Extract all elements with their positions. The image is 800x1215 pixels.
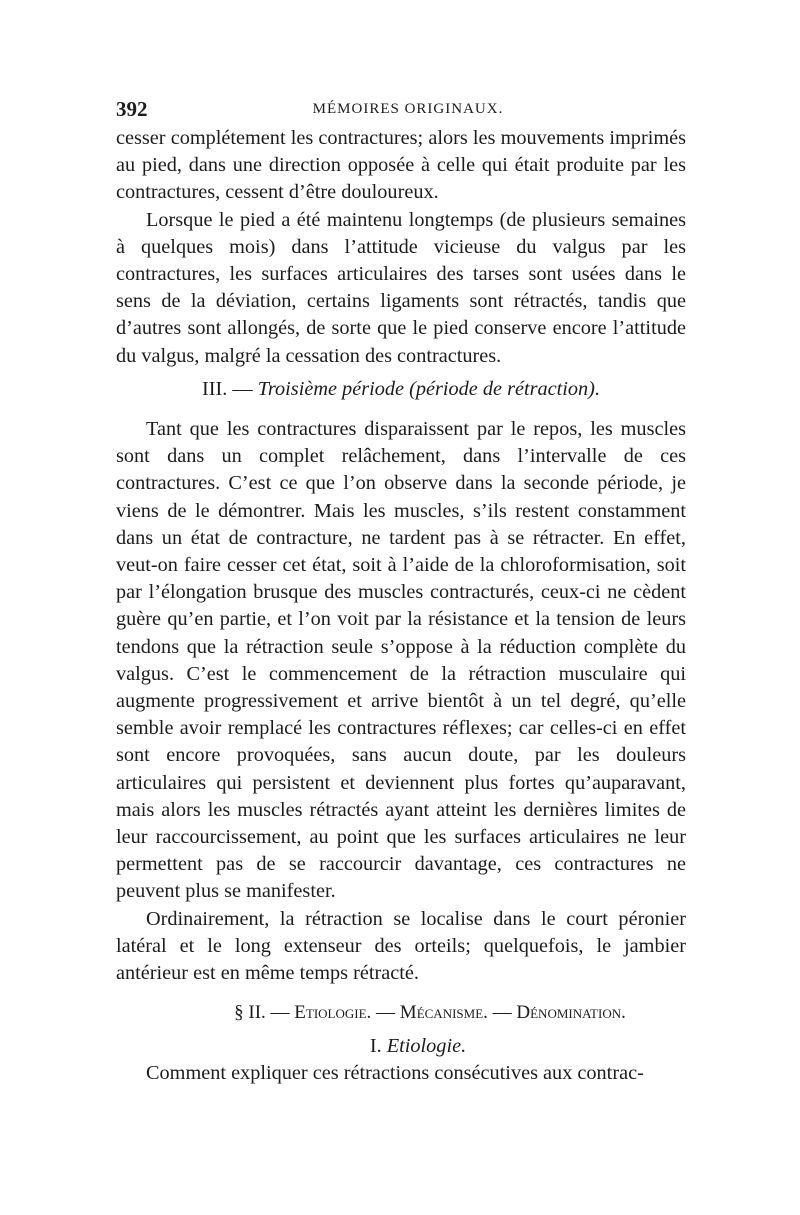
section-number: III. —	[201, 377, 253, 400]
subsection-title: Etiologie.	[386, 1034, 467, 1057]
running-title: MÉMOIRES ORIGINAUX.	[312, 101, 504, 117]
body-text	[116, 125, 686, 1087]
paragraph: cesser complétement les contractures; alors les mouvements imprimés au pied, dans une direction opposée à celle qui était produite par les contractures, cessent d’être douloureux.	[116, 127, 686, 204]
paragraph: Comment expliquer ces rétractions consécutives aux contrac-	[146, 1061, 644, 1084]
chapter-section-heading: § II. — Etiologie. — Mécanisme. — Dénomination.	[234, 1002, 626, 1024]
subsection-number: I.	[369, 1034, 382, 1057]
paragraph: Tant que les contractures disparaissent par le repos, les muscles sont dans un complet relâchement, dans l’intervalle de ces contractures. C’est ce que l’on observe dans la seconde période, je viens de le démontrer. Mais les muscles, s’ils restent constamment dans un état de contracture, ne tardent pas à se rétracter. En effet, veut-on faire cesser cet état, soit à l’aide de la chloroformisation, soit par l’élongation brusque des muscles contracturés, ceux-ci ne cèdent guère qu’en partie, et l’on voit par la résistance et la tension de leurs tendons que la rétraction seule s’oppose à la réduction complète du valgus. C’est le commencement de la rétraction musculaire qui augmente progressivement et arrive bientôt à un tel degré, qu’elle semble avoir remplacé les contractures réflexes; car celles-ci en effet sont encore provoquées, sans aucun doute, par les douleurs articulaires qui persistent et deviennent plus fortes qu’auparavant, mais alors les muscles rétractés ayant atteint les dernières limites de leur raccourcissement, au point que les surfaces articulaires ne leur permettent pas de se raccourcir davantage, ces contractures ne peuvent plus se manifester.	[116, 418, 686, 903]
page-number: 392	[116, 97, 148, 121]
paragraph: Lorsque le pied a été maintenu longtemps (de plusieurs semaines à quelques mois) dans l’attitude vicieuse du valgus par les contractures, les surfaces articulaires des tarses sont usées dans le sens de la déviation, certains ligaments sont rétractés, tandis que d’autres sont allongés, de sorte que le pied conserve encore l’attitude du valgus, malgré la cessation des contractures.	[116, 208, 686, 367]
page-header	[116, 97, 700, 125]
subsection-heading	[150, 1033, 686, 1060]
section-heading	[116, 376, 686, 403]
section-title: Troisième période (période de rétraction).	[257, 377, 601, 400]
paragraph: Ordinairement, la rétraction se localise dans le court péronier latéral et le long extenseur des orteils; quelquefois, le jambier antérieur est en même temps rétracté.	[116, 907, 686, 985]
